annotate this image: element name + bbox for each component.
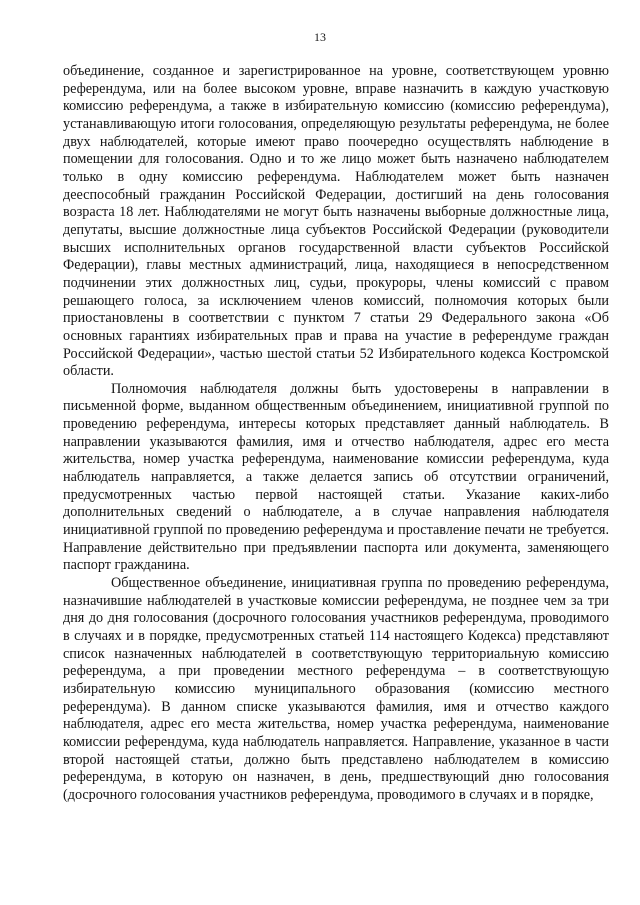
paragraph-observer-list: Общественное объединение, инициативная группа по проведению референдума, назначившие наблюдателей в участковые комиссии референдума, не позднее чем за три дня до дня голосования (досрочного голосования участников референдума, проводимого в случаях и в порядке, предусмотренных статьей 114 настоящего Кодекса) представляют список назначенных наблюдателей в соответствующую территориальную комиссию референдума, а при проведении местного референдума – в соответствующую избирательную комиссию муниципального образования (комиссию местного референдума). В данном списке указываются фамилия, имя и отчество каждого наблюдателя, адрес его места жительства, номер участка референдума, наименование комиссии референдума, куда наблюдатель направляется. Направление, указанное в части второй настоящей статьи, должно быть представлено наблюдателем в комиссию референдума, в которую он назначен, в день, предшествующий дню голосования (досрочного голосования участников референдума, проводимого в случаях и в порядке,	[63, 575, 609, 803]
paragraph-continuation: объединение, созданное и зарегистрированное на уровне, соответствующем уровню референдума, или на более высоком уровне, вправе назначить в каждую участковую комиссию референдума, а также в избирательную комиссию (комиссию референдума), устанавливающую итоги голосования, определяющую результаты референдума, не более двух наблюдателей, которые имеют право поочередно осуществлять наблюдение в помещении для голосования. Одно и то же лицо может быть назначено наблюдателем только в одну комиссию референдума. Наблюдателем может быть назначен дееспособный гражданин Российской Федерации, достигший на день голосования возраста 18 лет. Наблюдателями не могут быть назначены выборные должностные лица, депутаты, высшие должностные лица субъектов Российской Федерации (руководители высших исполнительных органов государственной власти субъектов Российской Федерации), главы местных администраций, лица, находящиеся в непосредственном подчинении этих должностных лиц, судьи, прокуроры, члены комиссий с правом решающего голоса, за исключением членов комиссий, полномочия которых были приостановлены в соответствии с пунктом 7 статьи 29 Федерального закона «Об основных гарантиях избирательных прав и права на участие в референдуме граждан Российской Федерации», частью шестой статьи 52 Избирательного кодекса Костромской области.	[63, 63, 609, 380]
document-body	[63, 63, 609, 805]
page-number: 13	[314, 30, 326, 44]
paragraph-observer-credentials: Полномочия наблюдателя должны быть удостоверены в направлении в письменной форме, выданном общественным объединением, инициативной группой по проведению референдума, интересы которых представляет данный наблюдатель. В направлении указываются фамилия, имя и отчество наблюдателя, адрес его места жительства, номер участка референдума, наименование комиссии референдума, куда наблюдатель направляется, а также делается запись об отсутствии ограничений, предусмотренных частью первой настоящей статьи. Указание каких-либо дополнительных сведений о наблюдателе, а в случае направления наблюдателя инициативной группой по проведению референдума и проставление печати не требуется. Направление действительно при предъявлении паспорта или документа, заменяющего паспорт гражданина.	[63, 380, 609, 574]
